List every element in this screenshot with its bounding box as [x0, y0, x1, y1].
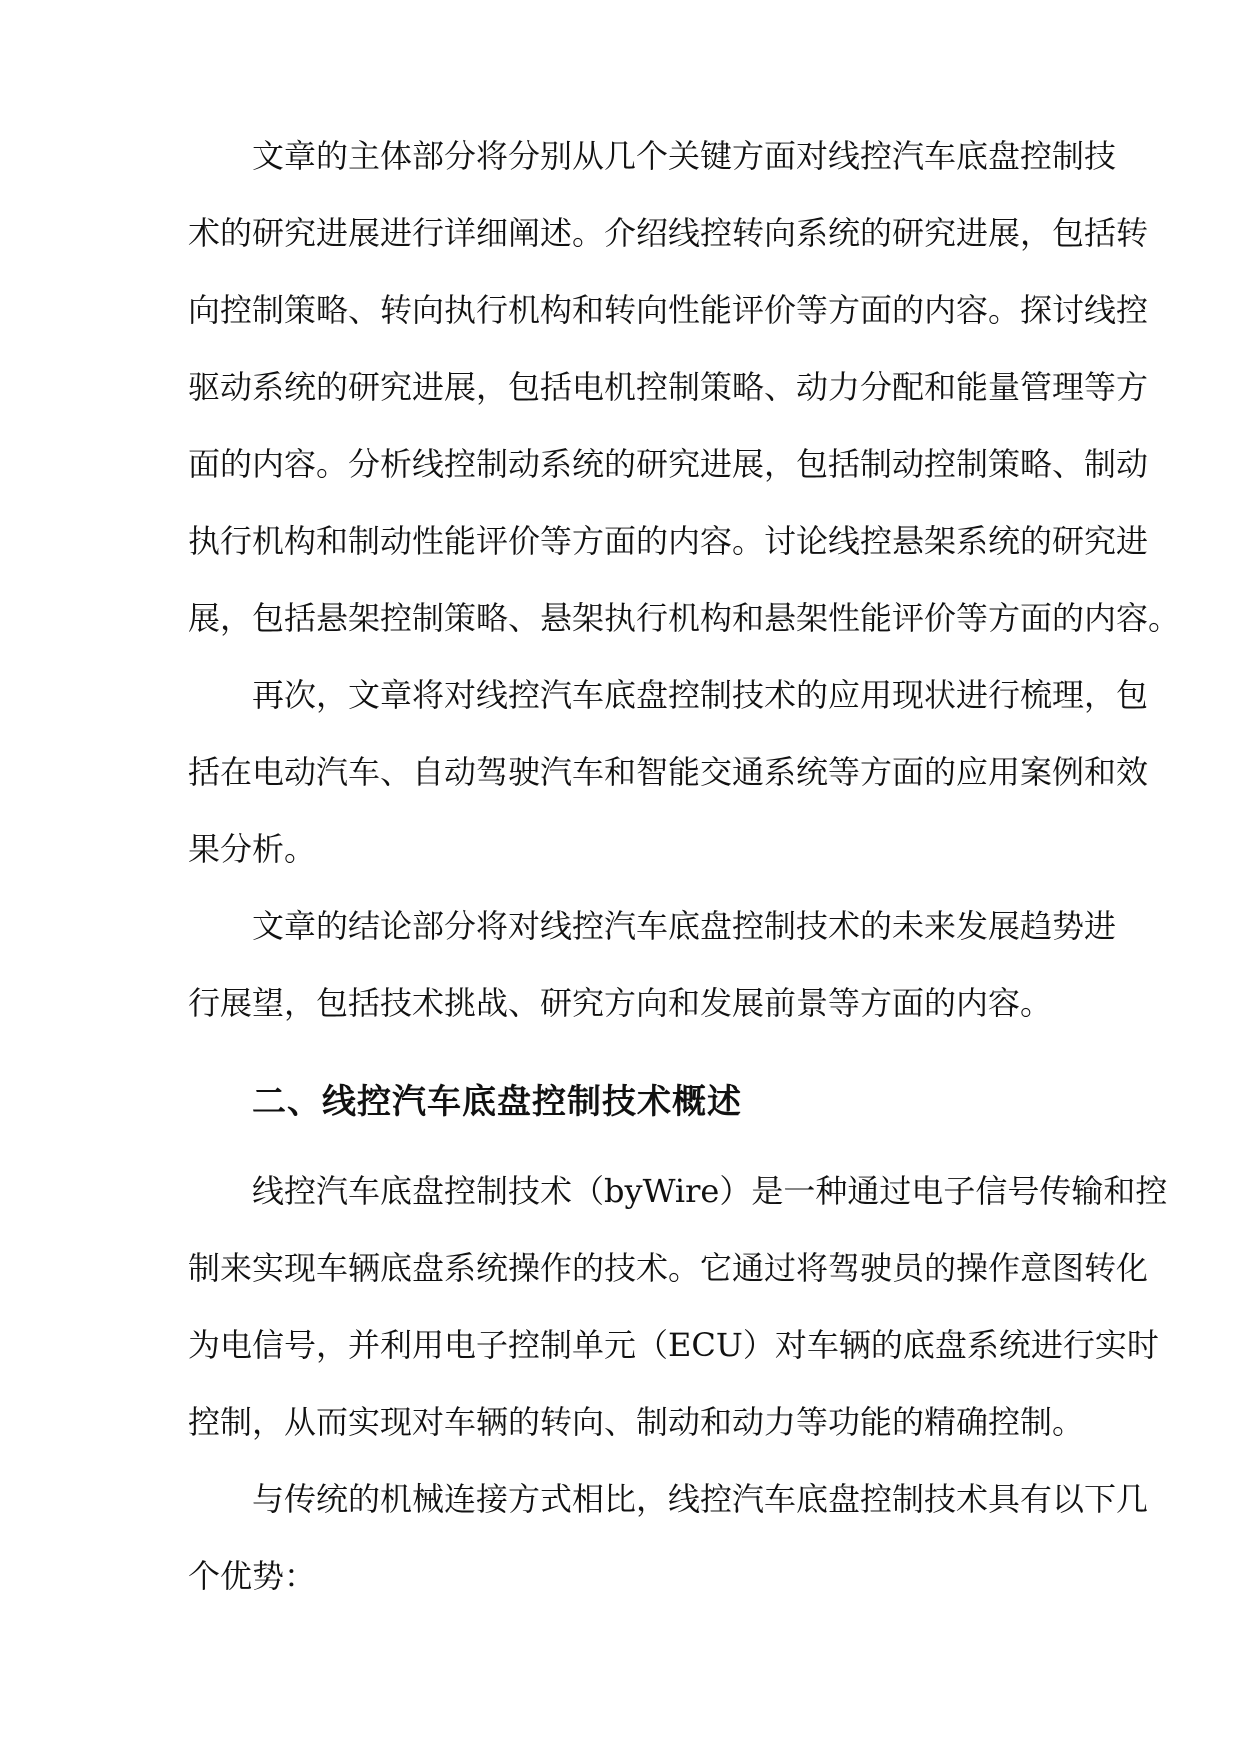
paragraph-3-line-1: 文章的结论部分将对线控汽车底盘控制技术的未来发展趋势进 [252, 907, 1117, 945]
paragraph-1-line-7: 展，包括悬架控制策略、悬架执行机构和悬架性能评价等方面的内容。 [188, 599, 1181, 637]
paragraph-3-line-2: 行展望，包括技术挑战、研究方向和发展前景等方面的内容。 [188, 984, 1053, 1022]
paragraph-2-line-1: 再次，文章将对线控汽车底盘控制技术的应用现状进行梳理，包 [252, 676, 1149, 714]
paragraph-4-line-1: 线控汽车底盘控制技术（byWire）是一种通过电子信号传输和控 [252, 1172, 1168, 1210]
paragraph-5-line-1: 与传统的机械连接方式相比，线控汽车底盘控制技术具有以下几 [252, 1480, 1149, 1518]
section-heading: 二、线控汽车底盘控制技术概述 [252, 1082, 742, 1122]
paragraph-1-line-3: 向控制策略、转向执行机构和转向性能评价等方面的内容。探讨线控 [188, 291, 1149, 329]
paragraph-4-line-2: 制来实现车辆底盘系统操作的技术。它通过将驾驶员的操作意图转化 [188, 1249, 1149, 1287]
paragraph-2-line-3: 果分析。 [188, 830, 317, 868]
paragraph-1-line-6: 执行机构和制动性能评价等方面的内容。讨论线控悬架系统的研究进 [188, 522, 1149, 560]
paragraph-2-line-2: 括在电动汽车、自动驾驶汽车和智能交通系统等方面的应用案例和效 [188, 753, 1149, 791]
paragraph-1-line-1: 文章的主体部分将分别从几个关键方面对线控汽车底盘控制技 [252, 137, 1117, 175]
paragraph-5-line-2: 个优势： [188, 1557, 317, 1595]
paragraph-1-line-4: 驱动系统的研究进展，包括电机控制策略、动力分配和能量管理等方 [188, 368, 1149, 406]
paragraph-4-line-3: 为电信号，并利用电子控制单元（ECU）对车辆的底盘系统进行实时 [188, 1326, 1159, 1364]
paragraph-1-line-2: 术的研究进展进行详细阐述。介绍线控转向系统的研究进展，包括转 [188, 214, 1149, 252]
paragraph-4-line-4: 控制，从而实现对车辆的转向、制动和动力等功能的精确控制。 [188, 1403, 1085, 1441]
paragraph-1-line-5: 面的内容。分析线控制动系统的研究进展，包括制动控制策略、制动 [188, 445, 1149, 483]
